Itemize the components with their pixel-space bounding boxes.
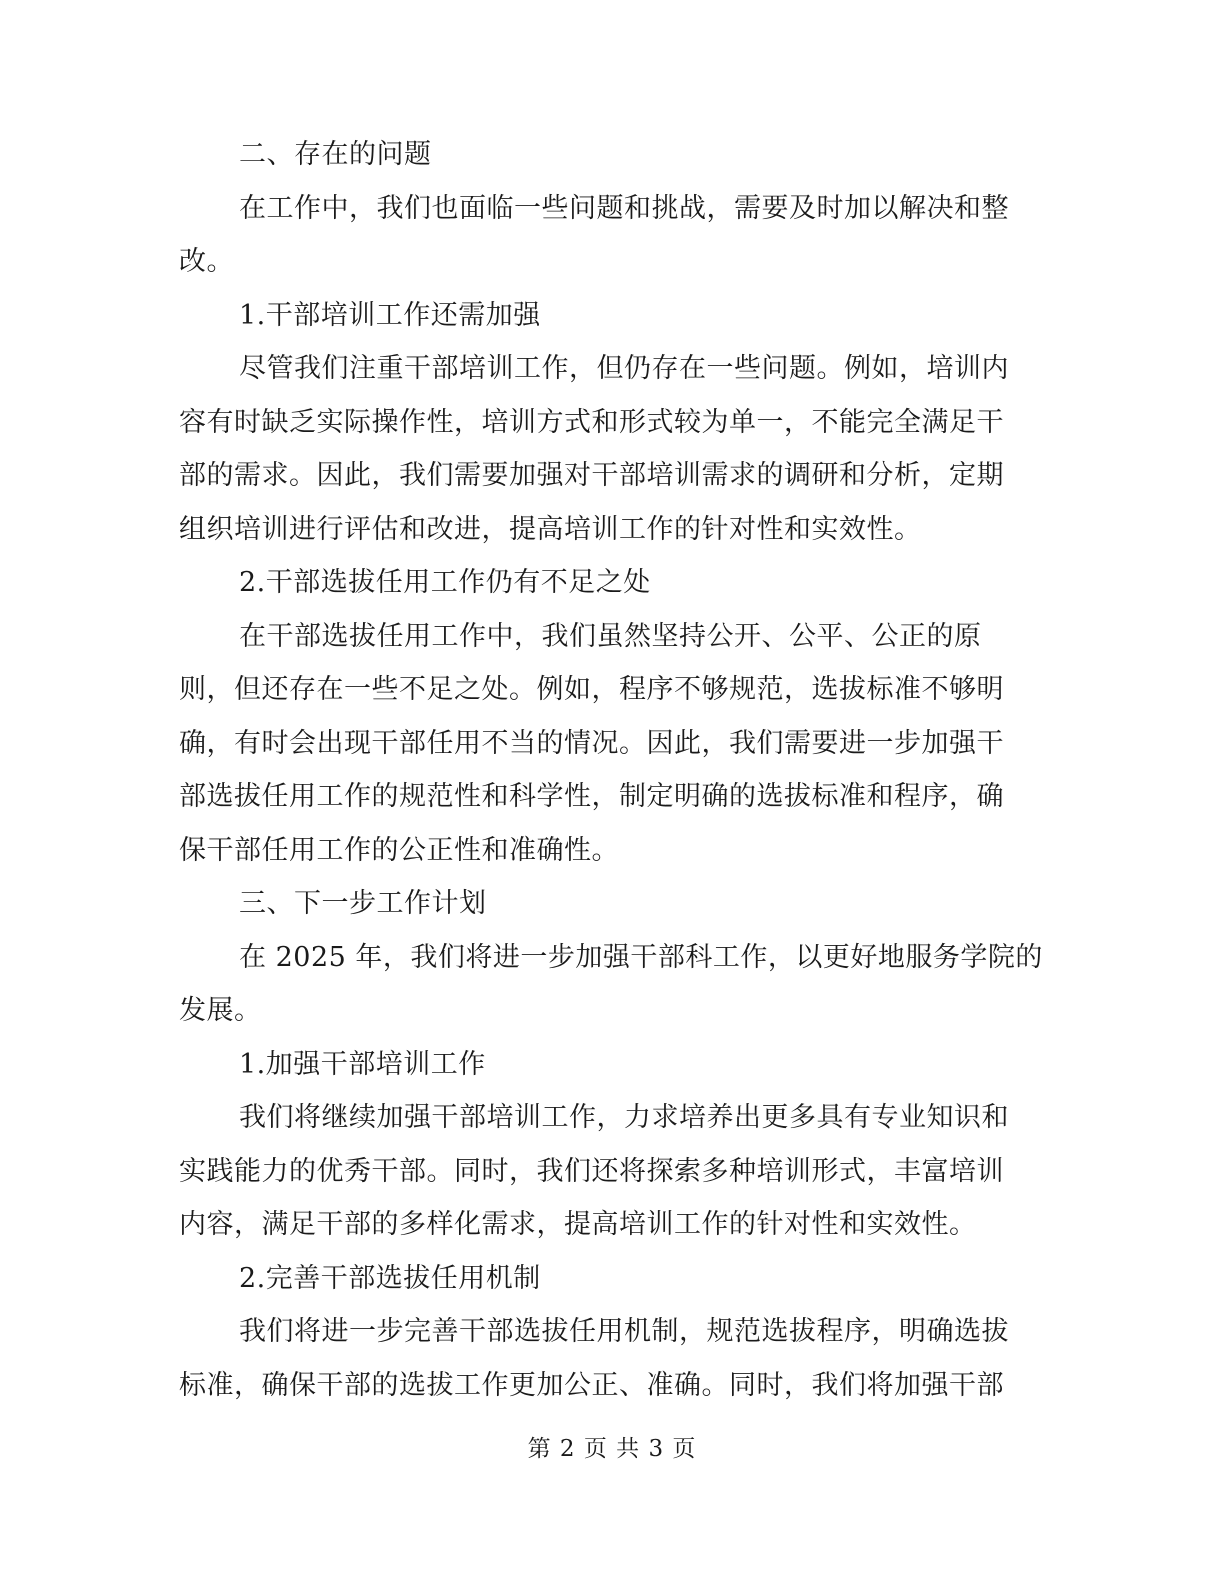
- text-line: 二、存在的问题: [239, 139, 432, 170]
- text-line: 2.干部选拔任用工作仍有不足之处: [239, 567, 651, 598]
- text-line: 容有时缺乏实际操作性，培训方式和形式较为单一，不能完全满足干: [179, 406, 1004, 438]
- text-line: 改。: [179, 246, 234, 277]
- text-line: 我们将进一步完善干部选拔任用机制，规范选拔程序，明确选拔: [239, 1316, 1009, 1347]
- document-body: [179, 128, 1043, 1412]
- text-line: 在干部选拔任用工作中，我们虽然坚持公开、公平、公正的原: [239, 620, 982, 652]
- text-line: 1.加强干部培训工作: [239, 1048, 486, 1080]
- text-line: 内容，满足干部的多样化需求，提高培训工作的针对性和实效性。: [179, 1209, 977, 1240]
- text-line: 1.干部培训工作还需加强: [239, 299, 541, 331]
- text-line: 标准，确保干部的选拔工作更加公正、准确。同时，我们将加强干部: [179, 1369, 1004, 1401]
- text-line: 部选拔任用工作的规范性和科学性，制定明确的选拔标准和程序，确: [179, 781, 1004, 812]
- text-line: 三、下一步工作计划: [239, 888, 487, 919]
- text-line: 保干部任用工作的公正性和准确性。: [179, 834, 619, 866]
- text-line: 发展。: [179, 995, 262, 1026]
- text-line: 组织培训进行评估和改进，提高培训工作的针对性和实效性。: [179, 513, 922, 545]
- text-line: 则，但还存在一些不足之处。例如，程序不够规范，选拔标准不够明: [179, 674, 1004, 705]
- page-number-footer: 第 2 页 共 3 页: [527, 1436, 697, 1462]
- text-line: 部的需求。因此，我们需要加强对干部培训需求的调研和分析，定期: [179, 460, 1004, 491]
- text-line: 我们将继续加强干部培训工作，力求培养出更多具有专业知识和: [239, 1102, 1009, 1133]
- text-line: 2.完善干部选拔任用机制: [239, 1262, 541, 1294]
- text-line: 在工作中，我们也面临一些问题和挑战，需要及时加以解决和整: [239, 192, 1009, 224]
- text-line: 确，有时会出现干部任用不当的情况。因此，我们需要进一步加强干: [179, 727, 1004, 759]
- text-line: 实践能力的优秀干部。同时，我们还将探索多种培训形式，丰富培训: [179, 1155, 1004, 1187]
- text-line: 在 2025 年，我们将进一步加强干部科工作，以更好地服务学院的: [239, 941, 1043, 973]
- text-line: 尽管我们注重干部培训工作，但仍存在一些问题。例如，培训内: [239, 353, 1009, 384]
